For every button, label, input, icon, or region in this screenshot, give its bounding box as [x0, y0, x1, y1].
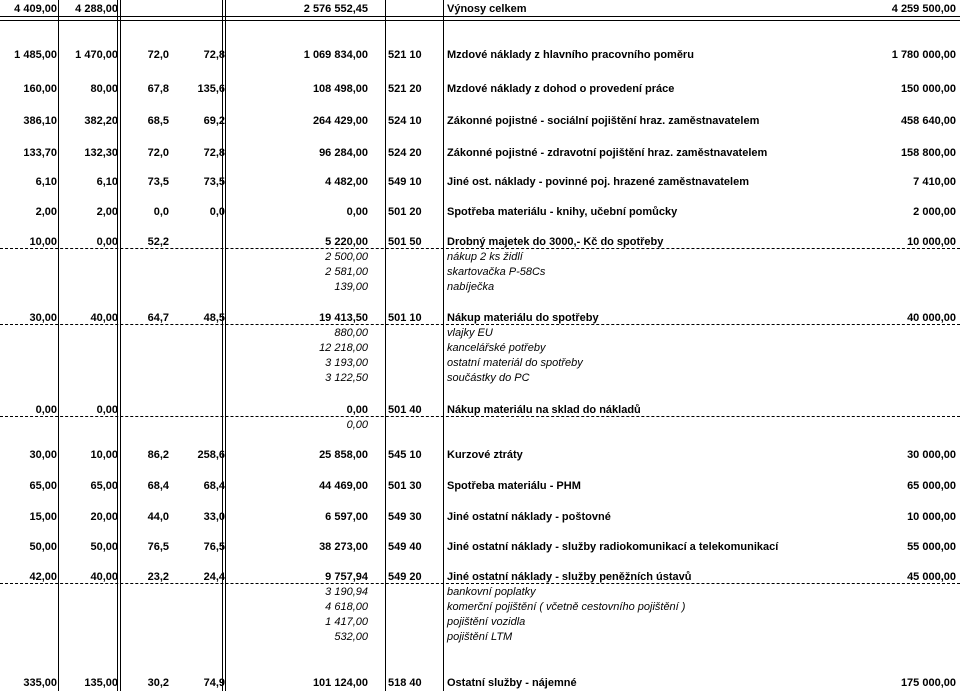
- cell-pct-a: 30,2: [147, 677, 169, 689]
- cell-item-description: Ostatní služby - nájemné: [447, 677, 577, 689]
- sub-amount: 12 218,00: [319, 342, 368, 354]
- cell-prev-year-actual: 2,00: [35, 206, 57, 218]
- cell-actual-amount: 264 429,00: [312, 115, 368, 127]
- cell-budget-amount: 158 800,00: [900, 147, 956, 159]
- cell-budget-amount: 65 000,00: [907, 480, 956, 492]
- cell-prev-year-plan: 65,00: [90, 480, 118, 492]
- cell-actual-amount: 19 413,50: [319, 312, 368, 324]
- sub-amount: 2 500,00: [325, 251, 368, 263]
- cell-budget-amount: 55 000,00: [907, 541, 956, 553]
- sub-amount: 1 417,00: [325, 616, 368, 628]
- cell-account-code: 524 20: [388, 147, 422, 159]
- cell-account-code: 549 40: [388, 541, 422, 553]
- cell-pct-b: 33,0: [203, 511, 225, 523]
- cell-item-description: Jiné ost. náklady - povinné poj. hrazené zaměstnavatelem: [447, 176, 749, 188]
- sub-amount: 3 122,50: [325, 372, 368, 384]
- cell-prev-year-plan: 40,00: [90, 571, 118, 583]
- cell-account-code: 521 20: [388, 83, 422, 95]
- sub-description: vlajky EU: [447, 327, 493, 339]
- cell-prev-year-actual: 335,00: [23, 677, 57, 689]
- sub-description: kancelářské potřeby: [447, 342, 546, 354]
- cell-budget-amount: 458 640,00: [900, 115, 956, 127]
- cell-budget-amount: 10 000,00: [907, 511, 956, 523]
- cell-prev-year-plan: 382,20: [84, 115, 118, 127]
- cell-pct-a: 76,5: [147, 541, 169, 553]
- cell-account-code: 501 20: [388, 206, 422, 218]
- cell-account-code: 545 10: [388, 449, 422, 461]
- dashed-underline: [0, 416, 960, 417]
- cell-pct-a: 0,0: [153, 206, 169, 218]
- cell-actual-amount: 1 069 834,00: [303, 49, 368, 61]
- cell-item-description: Jiné ostatní náklady - poštovné: [447, 511, 611, 523]
- sub-amount: 0,00: [346, 419, 368, 431]
- cell-actual-amount: 0,00: [346, 404, 368, 416]
- cell-prev-year-plan: 50,00: [90, 541, 118, 553]
- cell-actual-amount: 4 482,00: [325, 176, 368, 188]
- cell-pct-b: 68,4: [203, 480, 225, 492]
- cell-prev-year-plan: 135,00: [84, 677, 118, 689]
- sub-description: bankovní poplatky: [447, 586, 536, 598]
- sub-amount: 2 581,00: [325, 266, 368, 278]
- cell-prev-year-actual: 160,00: [23, 83, 57, 95]
- cell-actual-amount: 101 124,00: [312, 677, 368, 689]
- sub-amount: 532,00: [334, 631, 368, 643]
- cell-pct-b: 73,5: [203, 176, 225, 188]
- sub-amount: 3 193,00: [325, 357, 368, 369]
- cell-budget-amount: 4 259 500,00: [891, 3, 956, 15]
- cell-item-description: Nákup materiálu do spotřeby: [447, 312, 599, 324]
- cell-item-description: Kurzové ztráty: [447, 449, 523, 461]
- cell-pct-a: 23,2: [147, 571, 169, 583]
- cell-budget-amount: 7 410,00: [913, 176, 956, 188]
- cell-prev-year-plan: 0,00: [96, 404, 118, 416]
- cell-prev-year-actual: 50,00: [29, 541, 57, 553]
- sub-description: součástky do PC: [447, 372, 530, 384]
- cell-item-description: Jiné ostatní náklady - služby radiokomunikací a telekomunikací: [447, 541, 779, 553]
- cell-prev-year-actual: 1 485,00: [14, 49, 57, 61]
- cell-pct-a: 44,0: [147, 511, 169, 523]
- cell-prev-year-plan: 132,30: [84, 147, 118, 159]
- cell-actual-amount: 9 757,94: [325, 571, 368, 583]
- cell-item-description: Zákonné pojistné - sociální pojištění hraz. zaměstnavatelem: [447, 115, 760, 127]
- col-divider-5: [443, 0, 444, 691]
- cell-prev-year-actual: 133,70: [23, 147, 57, 159]
- cell-prev-year-plan: 20,00: [90, 511, 118, 523]
- cell-account-code: 549 10: [388, 176, 422, 188]
- cell-pct-b: 76,5: [203, 541, 225, 553]
- cell-pct-b: 74,9: [203, 677, 225, 689]
- cell-item-description: Spotřeba materiálu - PHM: [447, 480, 581, 492]
- cell-prev-year-actual: 0,00: [35, 404, 57, 416]
- cell-prev-year-actual: 30,00: [29, 312, 57, 324]
- cell-item-description: Výnosy celkem: [447, 3, 527, 15]
- cell-pct-b: 258,6: [197, 449, 225, 461]
- sub-amount: 139,00: [334, 281, 368, 293]
- cell-item-description: Spotřeba materiálu - knihy, učební pomůcky: [447, 206, 678, 218]
- cell-actual-amount: 5 220,00: [325, 236, 368, 248]
- cell-actual-amount: 44 469,00: [319, 480, 368, 492]
- cell-item-description: Mzdové náklady z dohod o provedení práce: [447, 83, 675, 95]
- cell-account-code: 501 10: [388, 312, 422, 324]
- cell-pct-b: 135,6: [197, 83, 225, 95]
- cell-pct-b: 69,2: [203, 115, 225, 127]
- cell-pct-b: 72,8: [203, 147, 225, 159]
- cell-account-code: 501 30: [388, 480, 422, 492]
- col-divider-1: [58, 0, 59, 691]
- cell-pct-a: 73,5: [147, 176, 169, 188]
- sub-description: nákup 2 ks židlí: [447, 251, 523, 263]
- cell-prev-year-plan: 6,10: [96, 176, 118, 188]
- cell-budget-amount: 40 000,00: [907, 312, 956, 324]
- cell-account-code: 549 20: [388, 571, 422, 583]
- cell-account-code: 501 40: [388, 404, 422, 416]
- cell-prev-year-actual: 30,00: [29, 449, 57, 461]
- cell-prev-year-plan: 4 288,00: [75, 3, 118, 15]
- cell-prev-year-actual: 15,00: [29, 511, 57, 523]
- cell-budget-amount: 30 000,00: [907, 449, 956, 461]
- cell-pct-b: 72,8: [203, 49, 225, 61]
- cell-prev-year-plan: 2,00: [96, 206, 118, 218]
- sub-description: nabíječka: [447, 281, 495, 293]
- dashed-underline: [0, 248, 960, 249]
- cell-budget-amount: 1 780 000,00: [891, 49, 956, 61]
- cell-account-code: 521 10: [388, 49, 422, 61]
- cell-account-code: 518 40: [388, 677, 422, 689]
- sub-description: pojištění LTM: [447, 631, 513, 643]
- sub-description: ostatní materiál do spotřeby: [447, 357, 583, 369]
- col-divider-3: [222, 0, 226, 691]
- cell-actual-amount: 6 597,00: [325, 511, 368, 523]
- cell-budget-amount: 175 000,00: [900, 677, 956, 689]
- cell-prev-year-plan: 1 470,00: [75, 49, 118, 61]
- sub-amount: 4 618,00: [325, 601, 368, 613]
- dashed-underline: [0, 324, 960, 325]
- cell-pct-a: 64,7: [147, 312, 169, 324]
- cell-account-code: 501 50: [388, 236, 422, 248]
- dashed-underline: [0, 583, 960, 584]
- cell-pct-a: 52,2: [147, 236, 169, 248]
- cell-actual-amount: 108 498,00: [312, 83, 368, 95]
- sub-amount: 880,00: [334, 327, 368, 339]
- cell-budget-amount: 45 000,00: [907, 571, 956, 583]
- cell-prev-year-plan: 80,00: [90, 83, 118, 95]
- cell-prev-year-actual: 65,00: [29, 480, 57, 492]
- cell-pct-b: 0,0: [209, 206, 225, 218]
- cell-budget-amount: 150 000,00: [900, 83, 956, 95]
- cell-item-description: Jiné ostatní náklady - služby peněžních ústavů: [447, 571, 692, 583]
- header-separator: [0, 20, 960, 21]
- cell-item-description: Drobný majetek do 3000,- Kč do spotřeby: [447, 236, 664, 248]
- cell-prev-year-actual: 6,10: [35, 176, 57, 188]
- top-row-border: [0, 16, 960, 17]
- cell-actual-amount: 2 576 552,45: [303, 3, 368, 15]
- cell-item-description: Zákonné pojistné - zdravotní pojištění hraz. zaměstnavatelem: [447, 147, 768, 159]
- cell-pct-b: 48,5: [203, 312, 225, 324]
- cell-actual-amount: 96 284,00: [319, 147, 368, 159]
- cell-budget-amount: 10 000,00: [907, 236, 956, 248]
- cell-budget-amount: 2 000,00: [913, 206, 956, 218]
- sub-description: pojištění vozidla: [447, 616, 526, 628]
- sub-amount: 3 190,94: [325, 586, 368, 598]
- cell-item-description: Mzdové náklady z hlavního pracovního poměru: [447, 49, 694, 61]
- cell-actual-amount: 38 273,00: [319, 541, 368, 553]
- cell-prev-year-actual: 10,00: [29, 236, 57, 248]
- cell-prev-year-actual: 4 409,00: [14, 3, 57, 15]
- cell-pct-a: 67,8: [147, 83, 169, 95]
- cell-pct-a: 68,4: [147, 480, 169, 492]
- cell-actual-amount: 0,00: [346, 206, 368, 218]
- cell-prev-year-plan: 40,00: [90, 312, 118, 324]
- cell-account-code: 524 10: [388, 115, 422, 127]
- cell-prev-year-actual: 386,10: [23, 115, 57, 127]
- cell-prev-year-plan: 0,00: [96, 236, 118, 248]
- cell-prev-year-actual: 42,00: [29, 571, 57, 583]
- cell-pct-a: 68,5: [147, 115, 169, 127]
- sub-description: komerční pojištění ( včetně cestovního pojištění ): [447, 601, 686, 613]
- col-divider-4: [385, 0, 386, 691]
- sub-description: skartovačka P-58Cs: [447, 266, 546, 278]
- cell-account-code: 549 30: [388, 511, 422, 523]
- col-divider-2: [117, 0, 121, 691]
- cell-prev-year-plan: 10,00: [90, 449, 118, 461]
- cell-actual-amount: 25 858,00: [319, 449, 368, 461]
- cell-pct-a: 72,0: [147, 49, 169, 61]
- cell-pct-a: 86,2: [147, 449, 169, 461]
- cell-pct-a: 72,0: [147, 147, 169, 159]
- cell-pct-b: 24,4: [203, 571, 225, 583]
- cell-item-description: Nákup materiálu na sklad do nákladů: [447, 404, 641, 416]
